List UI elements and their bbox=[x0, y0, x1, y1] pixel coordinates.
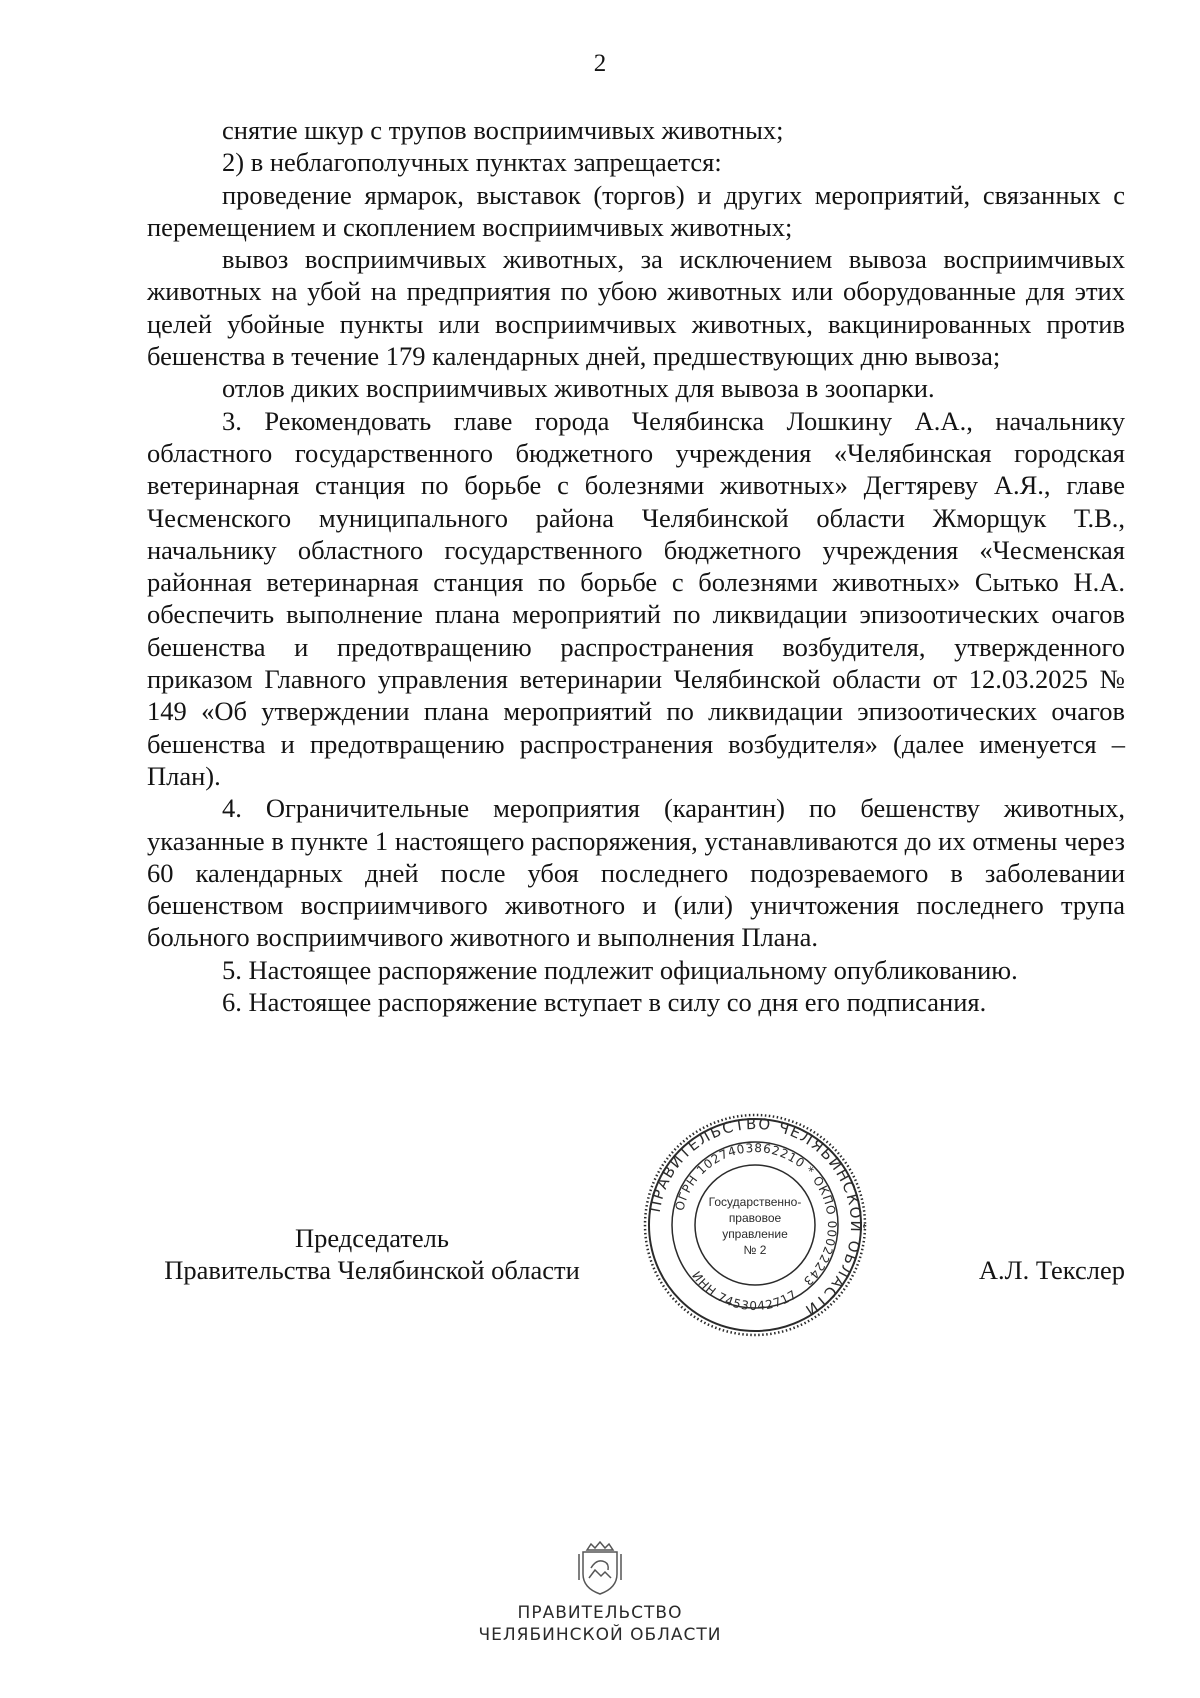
paragraph: 4. Ограничительные мероприятия (карантин) по бешенству животных, указанные в пункте 1 настоящего распоряжения, устанавливаются до их отмены через 60 календарных дней после убоя последнего подозреваемого в заболевании бешенством восприимчивого животного и (или) уничтожения последнего трупа больного восприимчивого животного и выполнения Плана. bbox=[147, 793, 1125, 953]
coat-of-arms-icon bbox=[575, 1540, 625, 1596]
document-body bbox=[147, 114, 1125, 1018]
paragraph: отлов диких восприимчивых животных для вывоза в зоопарки. bbox=[222, 373, 935, 404]
stamp-ogrn-text: ОГРН 1027403862210 * ОКПО 00022243 bbox=[672, 1140, 840, 1289]
paragraph: 2) в неблагополучных пунктах запрещается: bbox=[222, 147, 722, 178]
stamp-center-line4: № 2 bbox=[743, 1243, 767, 1257]
page-number: 2 bbox=[593, 50, 607, 77]
official-stamp bbox=[640, 1110, 870, 1340]
stamp-inn-text: ИНН 7453042717 bbox=[689, 1268, 800, 1314]
signature-block bbox=[147, 1222, 1125, 1292]
signatory-position bbox=[147, 1222, 597, 1286]
paragraph: 3. Рекомендовать главе города Челябинска Лошкину А.А., начальнику областного государственного бюджетного учреждения «Челябинская городская ветеринарная станция по борьбе с болезнями животных» Дегтяреву А.Я., главе Чесменского муниципального района Челябинской области Жморщук Т.В., начальнику областного государственного бюджетного учреждения «Чесменская районная ветеринарная станция по борьбе с болезнями животных» Сытько Н.А. обеспечить выполнение плана мероприятий по ликвидации эпизоотических очагов бешенства и предотвращению распространения возбудителя, утвержденного приказом Главного управления ветеринарии Челябинской области от 12.03.2025 № 149 «Об утверждении плана мероприятий по ликвидации эпизоотических очагов бешенства и предотвращению распространения возбудителя» (далее именуется – План). bbox=[147, 405, 1125, 791]
government-logo bbox=[0, 1540, 1200, 1646]
footer-line1: ПРАВИТЕЛЬСТВО bbox=[517, 1603, 683, 1623]
signatory-position-line1: Председатель bbox=[295, 1223, 449, 1253]
signatory-position-line2: Правительства Челябинской области bbox=[164, 1255, 580, 1285]
paragraph: вывоз восприимчивых животных, за исключением вывоза восприимчивых животных на убой на предприятия по убою животных или оборудованные для этих целей убойные пункты или восприимчивых животных, вакцинированных против бешенства в течение 179 календарных дней, предшествующих дню вывоза; bbox=[147, 244, 1125, 372]
stamp-center-line3: управление bbox=[722, 1227, 788, 1241]
footer-line2: ЧЕЛЯБИНСКОЙ ОБЛАСТИ bbox=[478, 1625, 722, 1645]
svg-text:ИНН 7453042717 bbox=[689, 1269, 800, 1313]
paragraph: 5. Настоящее распоряжение подлежит официальному опубликованию. bbox=[222, 954, 1018, 985]
stamp-center-line2: правовое bbox=[728, 1211, 782, 1225]
stamp-ring-text: ПРАВИТЕЛЬСТВО ЧЕЛЯБИНСКОЙ ОБЛАСТИ bbox=[645, 1114, 866, 1320]
stamp-center-line1: Государственно- bbox=[708, 1195, 802, 1209]
stamp-inner-circle bbox=[695, 1165, 815, 1285]
paragraph: снятие шкур с трупов восприимчивых животных; bbox=[222, 115, 784, 145]
paragraph: 6. Настоящее распоряжение вступает в силу со дня его подписания. bbox=[222, 987, 987, 1018]
signatory-name: А.Л. Текслер bbox=[978, 1255, 1125, 1285]
paragraph: проведение ярмарок, выставок (торгов) и других мероприятий, связанных с перемещением и скоплением восприимчивых животных; bbox=[147, 179, 1125, 242]
